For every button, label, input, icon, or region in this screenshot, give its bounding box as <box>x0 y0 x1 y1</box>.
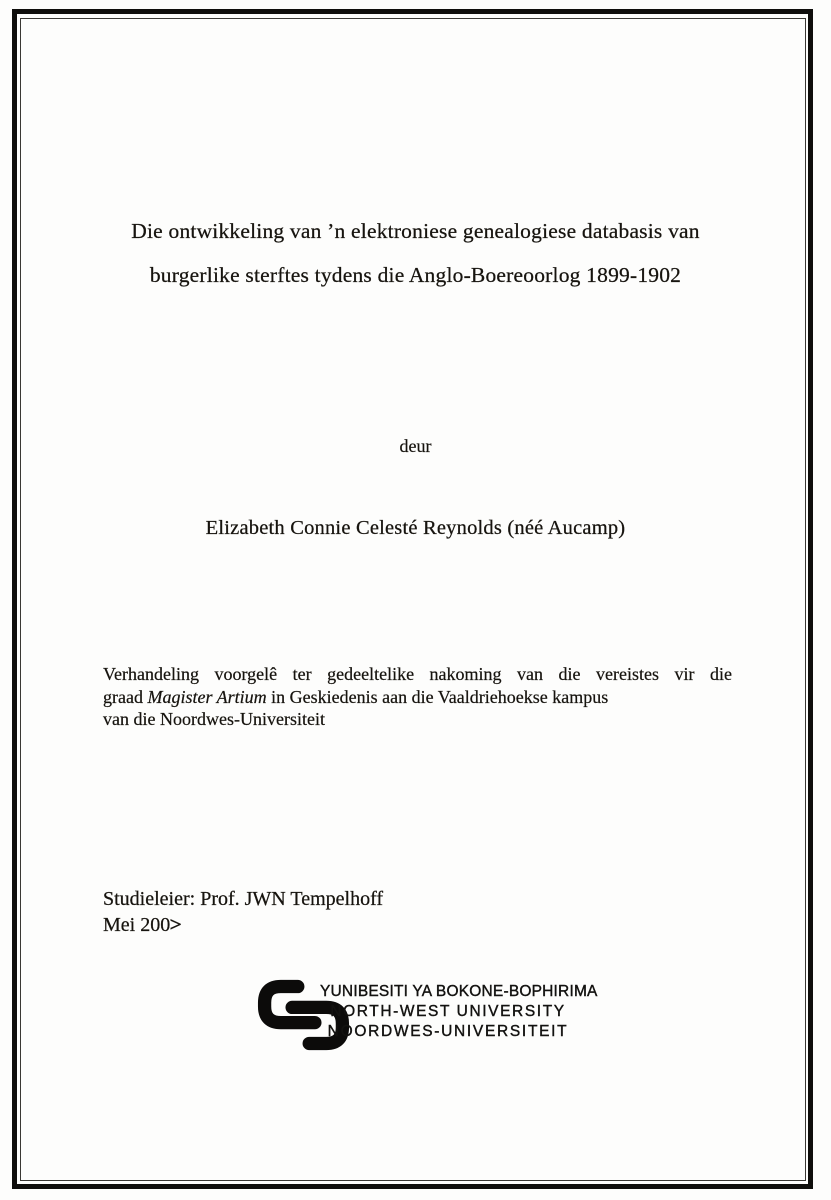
thesis-title <box>60 209 771 297</box>
statement-line1: Verhandeling voorgelê ter gedeeltelike nakoming van die vereistes vir die <box>103 664 732 684</box>
university-logo <box>256 977 598 1057</box>
university-name-setswana: YUNIBESITI YA BOKONE-BOPHIRIMA <box>320 983 598 1000</box>
university-name-afrikaans: NOORDWES-UNIVERSITEIT <box>327 1023 569 1040</box>
thesis-title-line2: burgerlike sterftes tydens die Anglo-Boereoorlog 1899-1902 <box>149 263 682 287</box>
date-last-digit-glyph: > <box>169 914 183 936</box>
statement-line2 <box>103 686 732 709</box>
statement-line3: van die Noordwes-Universiteit <box>103 709 325 729</box>
statement-line2-suffix: in Geskiedenis aan die Vaaldriehoekse kampus <box>271 686 609 707</box>
byline-label: deur <box>399 436 432 456</box>
supervisor-line: Studieleier: Prof. JWN Tempelhoff <box>103 888 384 910</box>
statement-line2-prefix: graad <box>103 686 143 707</box>
supervisor-block <box>103 886 383 938</box>
date-text: Mei 200 <box>103 914 171 936</box>
degree-name: Magister Artium <box>147 686 267 707</box>
thesis-title-line1: Die ontwikkeling van ’n elektroniese genealogiese databasis van <box>131 219 700 243</box>
university-name-english: NORTH-WEST UNIVERSITY <box>330 1003 566 1020</box>
submission-statement <box>103 663 732 731</box>
university-wordmark <box>320 982 598 1042</box>
author-name: Elizabeth Connie Celesté Reynolds (néé Aucamp) <box>205 517 626 539</box>
date-line <box>103 912 383 938</box>
